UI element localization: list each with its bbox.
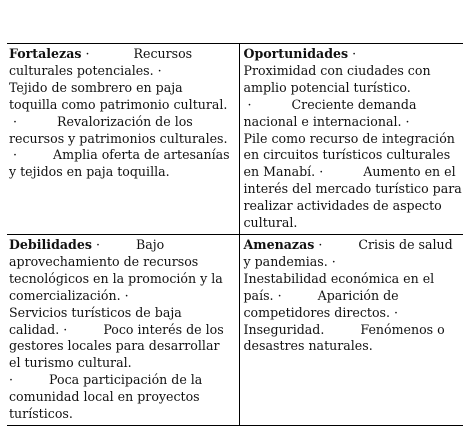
oportunidades-item: Aumento en el interés del mercado turístico para realizar actividades de aspecto cultural. — [243, 164, 462, 231]
swot-row-top — [7, 44, 463, 235]
swot-row-bottom — [7, 234, 463, 425]
amenazas-heading: Amenazas — [243, 236, 315, 252]
fortalezas-item: Amplia oferta de artesanías y tejidos en paja toquilla. — [9, 147, 230, 180]
oportunidades-cell: Oportunidades · Proximidad con ciudades con amplio potencial turístico. · Creciente demanda nacional e internacional. · Pile como recurso de integración en circuitos turísticos culturales en Manabí. · Aumento en el interés del mercado turístico para realizar actividades de aspecto cultural. — [239, 44, 463, 235]
amenazas-item: Inseguridad. — [243, 321, 325, 337]
oportunidades-item: Proximidad con ciudades con amplio potencial turístico. — [243, 62, 431, 95]
amenazas-item: Fenómenos o desastres naturales. — [243, 321, 445, 354]
fortalezas-item: Recursos culturales potenciales. — [9, 46, 193, 78]
debilidades-item: Poco interés de los gestores locales para desarrollar el turismo cultural. — [9, 321, 224, 371]
swot-table — [7, 43, 463, 426]
amenazas-item: Inestabilidad económica en el país. — [243, 270, 435, 303]
fortalezas-heading: Fortalezas — [9, 46, 82, 61]
oportunidades-item: Creciente demanda nacional e internacional. — [243, 96, 417, 129]
oportunidades-heading: Oportunidades — [243, 46, 349, 61]
fortalezas-item: Tejido de sombrero en paja toquilla como patrimonio cultural. — [9, 79, 228, 112]
amenazas-cell: Amenazas · Crisis de salud y pandemias. · Inestabilidad económica en el país. · Aparición de competidores directos. · Inseguridad. Fenómenos o desastres naturales. — [239, 234, 463, 425]
debilidades-item: Bajo aprovechamiento de recursos tecnológicos en la promoción y la comercialización. — [9, 236, 223, 303]
debilidades-heading: Debilidades — [9, 236, 92, 252]
debilidades-item: Poca participación de la comunidad local en proyectos turísticos. — [9, 372, 203, 422]
fortalezas-item: Revalorización de los recursos y patrimonios culturales. — [9, 113, 228, 146]
fortalezas-cell: Fortalezas · Recursos culturales potenciales. · Tejido de sombrero en paja toquilla como patrimonio cultural. · Revalorización de los recursos y patrimonios culturales. · Amplia oferta de artesanías y tejidos en paja toquilla. — [7, 44, 239, 235]
debilidades-cell: Debilidades · Bajo aprovechamiento de recursos tecnológicos en la promoción y la comercialización. · Servicios turísticos de baja calidad. · Poco interés de los gestores locales para desarrollar el turismo cultural. · Poca participación de la comunidad local en proyectos turísticos. — [7, 234, 239, 425]
amenazas-item: Aparición de competidores directos. — [243, 287, 399, 320]
amenazas-item: Crisis de salud y pandemias. — [243, 236, 453, 269]
debilidades-item: Servicios turísticos de baja calidad. — [9, 304, 182, 337]
oportunidades-item: Pile como recurso de integración en circuitos turísticos culturales en Manabí. — [243, 130, 455, 180]
